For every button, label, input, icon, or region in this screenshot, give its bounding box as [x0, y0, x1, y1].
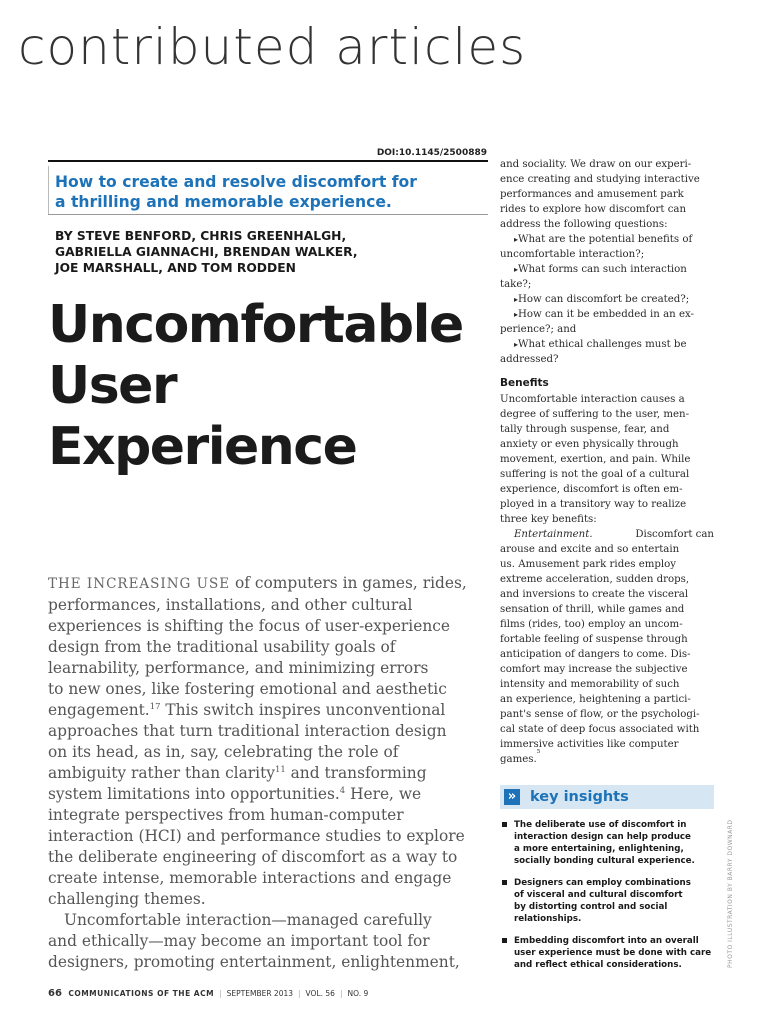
reference-11[interactable]: 11 [274, 763, 286, 774]
lede-line: Uncomfortable interaction—managed carefully [64, 911, 432, 929]
column-line: experience, discomfort is often em- [500, 484, 683, 495]
lede-line: system limitations into opportunities.$^4$ Here, we [48, 784, 422, 803]
column-line: Entertainment. Discomfort can [514, 529, 714, 540]
photo-credit: PHOTO ILLUSTRATION BY BARRY DOWNARD [727, 819, 734, 968]
title-line: Uncomfortable [48, 295, 463, 355]
deck-line: a thrilling and memorable experience. [55, 193, 392, 211]
question-item: ▸ What forms can such interaction [500, 262, 714, 277]
column-line: ployed in a transitory way to realize [500, 499, 687, 510]
column-line: comfort may increase the subjective [500, 664, 688, 675]
lede-line: engagement.$^{17}$ This switch inspires unconventional [48, 700, 446, 719]
lede-line: designers, promoting entertainment, enlightenment, [48, 953, 460, 971]
byline-line: GABRIELLA GIANNACHI, BRENDAN WALKER, [55, 245, 358, 259]
lede-line: and ethically—may become an important tool for [48, 932, 430, 950]
column-line: anxiety or even physically through [500, 439, 679, 450]
lead-in: THE INCREASING USE [48, 576, 231, 592]
lede-line: the deliberate engineering of discomfort as a way to [48, 848, 458, 866]
question-item: ▸ What are the potential benefits of [500, 232, 714, 247]
issue-volume: VOL. 56 [305, 989, 335, 998]
page-number: 66 [48, 988, 62, 999]
issue-date: SEPTEMBER 2013 [226, 989, 294, 998]
column-line: tally through suspense, fear, and [500, 424, 670, 435]
question-item: ▸ What ethical challenges must be [500, 337, 714, 352]
column-line: fortable feeling of suspense through [500, 634, 688, 645]
column-line: games. 5 [500, 749, 541, 765]
question-item-cont: uncomfortable interaction?; [500, 249, 645, 260]
column-line: arouse and excite and so entertain [500, 544, 680, 555]
lede-line: performances, installations, and other cultural [48, 596, 413, 614]
column-line: suffering is not the goal of a cultural [500, 469, 690, 480]
doi-rule [48, 160, 488, 162]
column-line: three key benefits: [500, 514, 597, 525]
question-item: ▸ How can it be embedded in an ex- [500, 307, 714, 322]
column-line: Uncomfortable interaction causes a [500, 394, 685, 405]
lede-line: learnability, performance, and minimizing errors [48, 659, 429, 677]
section-header: contributed articles [18, 18, 527, 76]
lede-line: interaction (HCI) and performance studies to explore [48, 827, 465, 845]
lede-line: to new ones, like fostering emotional and aesthetic [48, 680, 447, 698]
lede-line: experiences is shifting the focus of user-experience [48, 617, 450, 635]
lede-line: design from the traditional usability goals of [48, 638, 396, 656]
column-line: ence creating and studying interactive [500, 174, 700, 185]
byline-line: JOE MARSHALL, AND TOM RODDEN [55, 261, 296, 275]
reference-4[interactable]: 4 [339, 784, 346, 795]
key-insights-title: key insights [530, 789, 629, 805]
insight-item: The deliberate use of discomfort in interaction design can help produce a more entertaining, enlightening, socially bonding cultural experience. [502, 819, 714, 867]
column-line: and inversions to create the visceral [500, 589, 689, 600]
square-bullet-icon [502, 880, 507, 885]
column-line: pant's sense of flow, or the psychologi- [500, 709, 700, 720]
key-insights-list [502, 819, 714, 981]
insight-item: Designers can employ combinations of visceral and cultural discomfort by distorting control and social relationships. [502, 877, 714, 925]
lede-line: on its head, as in, say, celebrating the role of [48, 743, 399, 761]
square-bullet-icon [502, 938, 507, 943]
deck-line: How to create and resolve discomfort for [55, 173, 417, 191]
insight-item: Embedding discomfort into an overall user experience must be done with care and reflect ethical considerations. [502, 935, 714, 971]
column-line: anticipation of dangers to come. Dis- [500, 649, 691, 660]
column-line: address the following questions: [500, 219, 668, 230]
reference-17[interactable]: 17 [149, 700, 161, 711]
magazine-name: COMMUNICATIONS OF THE ACM [68, 989, 215, 998]
byline [55, 228, 485, 276]
lede-text: of computers in games, rides, [235, 574, 467, 592]
column-line: and sociality. We draw on our experi- [500, 159, 692, 170]
question-item-cont: addressed? [500, 354, 559, 365]
column-line: films (rides, too) employ an uncom- [500, 619, 683, 630]
column-line: rides to explore how discomfort can [500, 204, 687, 215]
column-line: an experience, heightening a partici- [500, 694, 691, 705]
question-item-cont: take?; [500, 279, 532, 290]
column-line: us. Amusement park rides employ [500, 559, 677, 570]
column-line: movement, exertion, and pain. While [500, 454, 691, 465]
section-heading-benefits: Benefits [500, 377, 549, 389]
title-line: User [48, 356, 177, 416]
lede-line: challenging themes. [48, 890, 206, 908]
lede-line: ambiguity rather than clarity$^{11}$ and transforming [48, 763, 427, 782]
term-entertainment: Entertainment. [514, 529, 593, 540]
right-column [500, 157, 714, 767]
column-line: cal state of deep focus associated with [500, 724, 700, 735]
column-line: degree of suffering to the user, men- [500, 409, 690, 420]
question-item: ▸ How can discomfort be created?; [500, 292, 714, 307]
deck [55, 172, 480, 212]
column-line: immersive activities like computer [500, 739, 679, 750]
lede-line: integrate perspectives from human-computer [48, 806, 404, 824]
page-footer: 66 COMMUNICATIONS OF THE ACM | SEPTEMBER 2013 | VOL. 56 | NO. 9 [48, 988, 369, 999]
deck-rule [48, 214, 488, 215]
column-line: intensity and memorability of such [500, 679, 680, 690]
byline-line: BY STEVE BENFORD, CHRIS GREENHALGH, [55, 229, 347, 243]
doi-label[interactable]: DOI:10.1145/2500889 [376, 148, 487, 158]
double-chevron-icon: » [504, 789, 520, 805]
article-title [48, 295, 463, 478]
title-line: Experience [48, 417, 357, 477]
square-bullet-icon [502, 822, 507, 827]
column-line: sensation of thrill, while games and [500, 604, 685, 615]
question-item-cont: perience?; and [500, 324, 577, 335]
lede-line: approaches that turn traditional interaction design [48, 722, 447, 740]
lede-line: create intense, memorable interactions and engage [48, 869, 452, 887]
reference-5[interactable]: 5 [536, 749, 541, 755]
issue-number: NO. 9 [347, 989, 369, 998]
column-line: extreme acceleration, sudden drops, [500, 574, 690, 585]
lede-paragraph [48, 573, 478, 973]
column-line: performances and amusement park [500, 189, 684, 200]
